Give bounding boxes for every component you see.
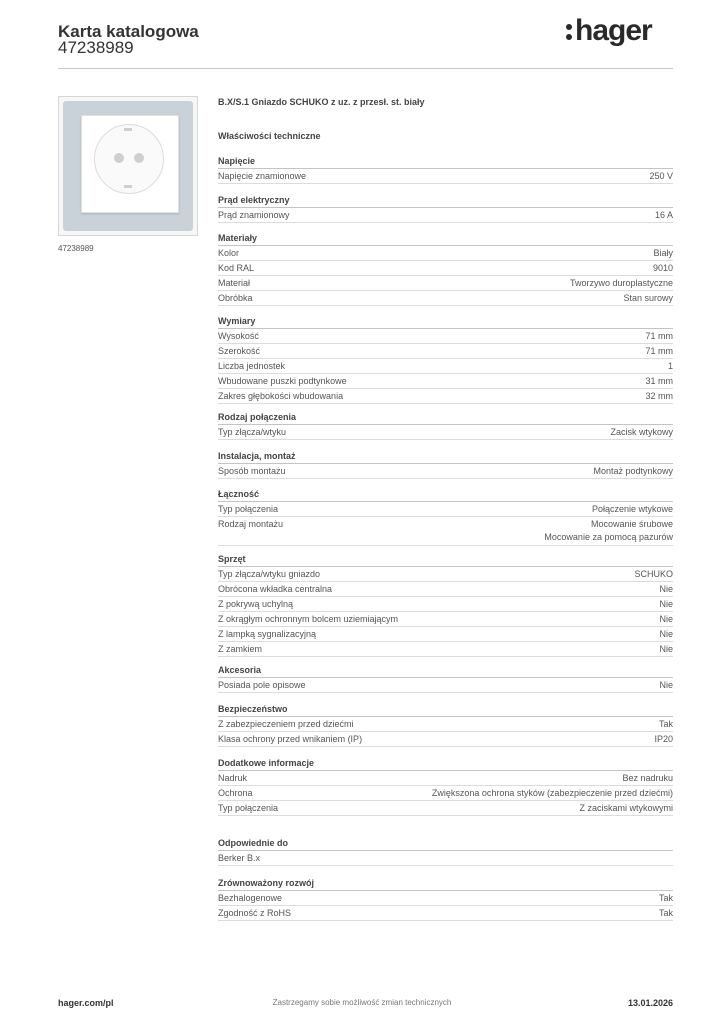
spec-value: Tak bbox=[658, 908, 673, 918]
spec-label: Typ złącza/wtyku bbox=[218, 427, 287, 437]
spec-label: Z zabezpieczeniem przed dziećmi bbox=[218, 719, 354, 729]
spec-value: Montaż podtynkowy bbox=[593, 466, 673, 476]
spec-value: Mocowanie śrubowe bbox=[590, 519, 673, 529]
socket-hole-right bbox=[134, 153, 144, 163]
spec-row bbox=[218, 851, 673, 866]
section-title: Napięcie bbox=[218, 156, 256, 166]
spec-value: 1 bbox=[667, 361, 673, 371]
spec-value: 9010 bbox=[652, 263, 673, 273]
spec-row bbox=[218, 261, 673, 276]
spec-value: Tworzywo duroplastyczne bbox=[569, 278, 673, 288]
spec-label: Ochrona bbox=[218, 788, 253, 798]
section-title: Łączność bbox=[218, 489, 260, 499]
spec-label: Sposób montażu bbox=[218, 466, 286, 476]
footer-date: 13.01.2026 bbox=[627, 998, 673, 1008]
spec-value: SCHUKO bbox=[634, 569, 673, 579]
section-title: Bezpieczeństwo bbox=[218, 704, 288, 714]
spec-value: 71 mm bbox=[645, 331, 673, 341]
spec-value: Stan surowy bbox=[623, 293, 673, 303]
spec-label: Zgodność z RoHS bbox=[218, 908, 292, 918]
spec-label: Typ złącza/wtyku gniazdo bbox=[218, 569, 321, 579]
spec-label: Wbudowane puszki podtynkowe bbox=[218, 376, 347, 386]
spec-row bbox=[218, 627, 673, 642]
spec-label: Z okrągłym ochronnym bolcem uziemiającym bbox=[218, 614, 399, 624]
spec-label: Kolor bbox=[218, 248, 240, 258]
spec-value: Nie bbox=[659, 599, 673, 609]
tech-properties-heading: Właściwości techniczne bbox=[218, 131, 321, 141]
section-title: Instalacja, montaż bbox=[218, 451, 296, 461]
spec-row bbox=[218, 359, 673, 374]
earth-contact-top bbox=[124, 128, 132, 131]
footer-note: Zastrzegamy sobie możliwość zmian technicznych bbox=[272, 998, 452, 1007]
spec-row bbox=[218, 329, 673, 344]
section-title: Odpowiednie do bbox=[218, 838, 288, 848]
spec-row bbox=[218, 567, 673, 582]
spec-label: Bezhalogenowe bbox=[218, 893, 283, 903]
spec-row bbox=[218, 642, 673, 657]
spec-row bbox=[218, 517, 673, 546]
spec-row bbox=[218, 771, 673, 786]
spec-value: 32 mm bbox=[645, 391, 673, 401]
hager-logo bbox=[566, 14, 652, 48]
spec-label: Prąd znamionowy bbox=[218, 210, 290, 220]
logo-text: hager bbox=[575, 14, 652, 47]
logo-dots-icon bbox=[566, 21, 572, 43]
spec-value: Nie bbox=[659, 680, 673, 690]
spec-value: Z zaciskami wtykowymi bbox=[579, 803, 673, 813]
spec-value: IP20 bbox=[654, 734, 673, 744]
spec-value: Nie bbox=[659, 584, 673, 594]
document-number: 47238989 bbox=[58, 38, 134, 57]
spec-value: Zwiększona ochrona styków (zabezpieczenie przed dziećmi) bbox=[431, 788, 673, 798]
spec-value: 250 V bbox=[649, 171, 673, 181]
spec-row bbox=[218, 246, 673, 261]
spec-row bbox=[218, 612, 673, 627]
spec-value: Bez nadruku bbox=[622, 773, 673, 783]
spec-value: 31 mm bbox=[645, 376, 673, 386]
page-title: Karta katalogowa bbox=[58, 22, 199, 41]
spec-row bbox=[218, 801, 673, 816]
spec-label: Rodzaj montażu bbox=[218, 519, 284, 529]
spec-row bbox=[218, 374, 673, 389]
spec-row bbox=[218, 464, 673, 479]
section-title: Dodatkowe informacje bbox=[218, 758, 315, 768]
spec-label: Napięcie znamionowe bbox=[218, 171, 307, 181]
spec-label: Z zamkiem bbox=[218, 644, 263, 654]
spec-row bbox=[218, 389, 673, 404]
spec-row bbox=[218, 276, 673, 291]
spec-value: Biały bbox=[653, 248, 673, 258]
spec-label: Berker B.x bbox=[218, 853, 261, 863]
section-title: Wymiary bbox=[218, 316, 256, 326]
spec-value: Tak bbox=[658, 893, 673, 903]
spec-value: Nie bbox=[659, 629, 673, 639]
spec-label: Nadruk bbox=[218, 773, 248, 783]
section-title: Materiały bbox=[218, 233, 258, 243]
spec-value: Tak bbox=[658, 719, 673, 729]
spec-label: Klasa ochrony przed wnikaniem (IP) bbox=[218, 734, 363, 744]
section-title: Akcesoria bbox=[218, 665, 262, 675]
spec-row bbox=[218, 502, 673, 517]
spec-label: Zakres głębokości wbudowania bbox=[218, 391, 344, 401]
spec-row bbox=[218, 169, 673, 184]
spec-label: Szerokość bbox=[218, 346, 261, 356]
spec-value: Zacisk wtykowy bbox=[610, 427, 673, 437]
spec-label: Posiada pole opisowe bbox=[218, 680, 306, 690]
section-title: Sprzęt bbox=[218, 554, 246, 564]
spec-label: Obrócona wkładka centralna bbox=[218, 584, 333, 594]
spec-label: Typ połączenia bbox=[218, 803, 279, 813]
spec-value: 71 mm bbox=[645, 346, 673, 356]
section-title: Zrównoważony rozwój bbox=[218, 878, 314, 888]
spec-value: 16 A bbox=[654, 210, 673, 220]
spec-label: Obróbka bbox=[218, 293, 253, 303]
image-caption: 47238989 bbox=[58, 244, 94, 253]
spec-row bbox=[218, 717, 673, 732]
spec-row bbox=[218, 291, 673, 306]
spec-label: Kod RAL bbox=[218, 263, 255, 273]
spec-label: Z pokrywą uchylną bbox=[218, 599, 294, 609]
spec-row bbox=[218, 891, 673, 906]
spec-label: Wysokość bbox=[218, 331, 259, 341]
footer-url: hager.com/pl bbox=[58, 998, 114, 1008]
spec-value: Nie bbox=[659, 614, 673, 624]
spec-label: Z lampką sygnalizacyjną bbox=[218, 629, 317, 639]
spec-row bbox=[218, 597, 673, 612]
earth-contact-bottom bbox=[124, 185, 132, 188]
spec-label: Typ połączenia bbox=[218, 504, 279, 514]
spec-row bbox=[218, 582, 673, 597]
spec-row bbox=[218, 906, 673, 921]
spec-row bbox=[218, 678, 673, 693]
spec-row bbox=[218, 786, 673, 801]
socket-insert bbox=[94, 124, 164, 194]
spec-row bbox=[218, 208, 673, 223]
spec-row bbox=[218, 344, 673, 359]
spec-value: Nie bbox=[659, 644, 673, 654]
spec-label: Materiał bbox=[218, 278, 251, 288]
spec-value: Połączenie wtykowe bbox=[591, 504, 673, 514]
header-divider bbox=[58, 68, 673, 69]
spec-row bbox=[218, 425, 673, 440]
product-image bbox=[58, 96, 198, 236]
spec-row bbox=[218, 732, 673, 747]
socket-hole-left bbox=[114, 153, 124, 163]
section-title: Prąd elektryczny bbox=[218, 195, 290, 205]
product-name: B.X/S.1 Gniazdo SCHUKO z uz. z przesł. st. biały bbox=[218, 97, 425, 107]
spec-label: Liczba jednostek bbox=[218, 361, 286, 371]
spec-value-secondary: Mocowanie za pomocą pazurów bbox=[544, 532, 673, 542]
section-title: Rodzaj połączenia bbox=[218, 412, 297, 422]
